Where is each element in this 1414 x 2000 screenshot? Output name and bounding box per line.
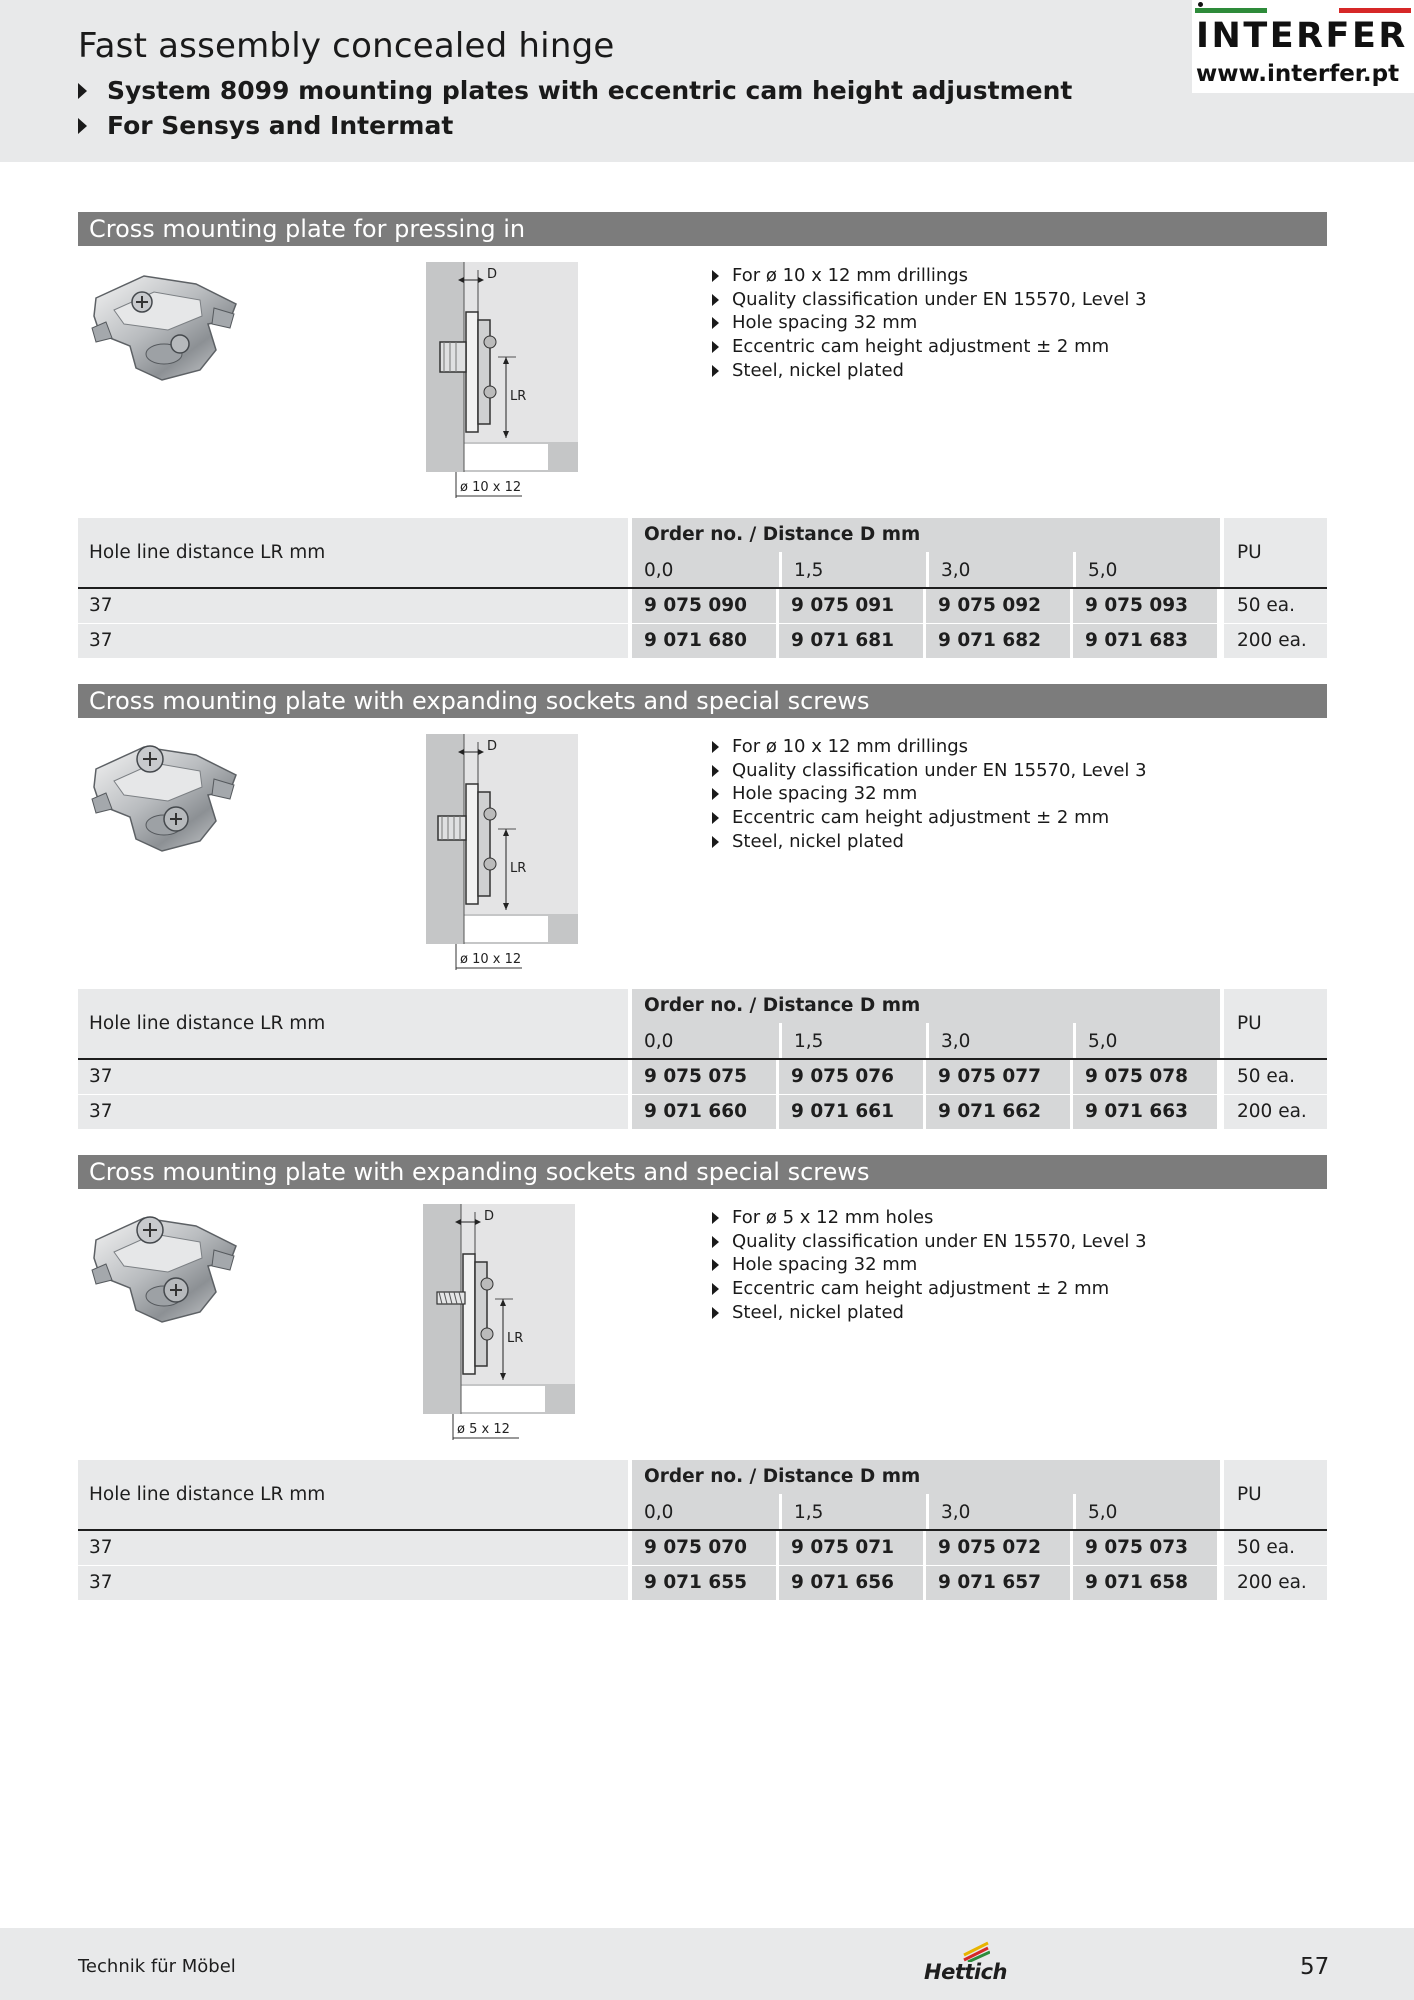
page-footer xyxy=(0,1928,1414,2000)
cell-hole-line-distance: 37 xyxy=(78,589,628,623)
section-title: Cross mounting plate with expanding sockets and special screws xyxy=(78,1155,1327,1189)
bullet-triangle-icon xyxy=(712,1259,719,1271)
bullet-triangle-icon xyxy=(712,788,719,800)
column-header-pu xyxy=(1224,518,1327,587)
bullet-triangle-icon xyxy=(712,341,719,353)
mounting-diagram xyxy=(423,1204,579,1440)
hettich-logo: Hettich xyxy=(924,1960,1007,1984)
header-bullet-text: For Sensys and Intermat xyxy=(107,111,454,140)
distance-header xyxy=(779,1023,923,1058)
cell-packing-unit: 200 ea. xyxy=(1224,1566,1327,1600)
cell-order-number: 9 075 091 xyxy=(779,589,923,623)
diagram-label-d: D xyxy=(487,739,498,754)
cell-order-number: 9 071 662 xyxy=(926,1095,1070,1129)
hettich-stripes-icon xyxy=(962,1940,990,1962)
feature-item xyxy=(712,735,1147,759)
distance-header xyxy=(926,1023,1070,1058)
cell-order-number: 9 071 663 xyxy=(1073,1095,1217,1129)
bullet-triangle-icon xyxy=(712,317,719,329)
column-header-pu xyxy=(1224,1460,1327,1529)
column-header-pu-text: PU xyxy=(1237,542,1262,563)
feature-item xyxy=(712,1206,1147,1230)
column-header-lr xyxy=(78,1460,628,1529)
cell-hole-line-distance: 37 xyxy=(78,1531,628,1565)
table-row xyxy=(78,1095,1327,1129)
cell-order-number: 9 075 073 xyxy=(1073,1531,1217,1565)
mounting-diagram xyxy=(426,734,582,970)
feature-text: Hole spacing 32 mm xyxy=(732,312,918,334)
logo-url[interactable]: www.interfer.pt xyxy=(1196,61,1400,87)
mounting-diagram xyxy=(426,262,582,498)
bullet-triangle-icon xyxy=(712,1307,719,1319)
cell-order-number: 9 075 071 xyxy=(779,1531,923,1565)
cell-order-number: 9 071 683 xyxy=(1073,624,1217,658)
distance-header xyxy=(632,1494,776,1529)
feature-text: Quality classification under EN 15570, Level 3 xyxy=(732,759,1147,781)
table-row xyxy=(78,624,1327,658)
flag-stripe-icon xyxy=(1195,8,1411,13)
column-header-order-text: Order no. / Distance D mm xyxy=(644,524,921,545)
column-header-lr xyxy=(78,518,628,587)
distance-header xyxy=(779,1494,923,1529)
distance-value: 3,0 xyxy=(941,1031,971,1052)
cell-order-number: 9 075 092 xyxy=(926,589,1070,623)
bullet-triangle-icon xyxy=(712,270,719,282)
feature-list xyxy=(712,1206,1147,1325)
distance-value: 3,0 xyxy=(941,560,971,581)
distance-value: 1,5 xyxy=(794,1031,824,1052)
bullet-triangle-icon xyxy=(712,1212,719,1224)
header-bullet-text: System 8099 mounting plates with eccentric cam height adjustment xyxy=(107,76,1073,105)
column-header-lr-text: Hole line distance LR mm xyxy=(89,542,326,563)
distance-header xyxy=(632,552,776,587)
table-row xyxy=(78,1566,1327,1600)
column-header-lr xyxy=(78,989,628,1058)
feature-item xyxy=(712,1301,1147,1325)
feature-text: Eccentric cam height adjustment ± 2 mm xyxy=(732,1278,1110,1300)
feature-text: For ø 10 x 12 mm drillings xyxy=(732,736,969,757)
column-header-pu xyxy=(1224,989,1327,1058)
cell-order-number: 9 075 090 xyxy=(632,589,776,623)
feature-text: Steel, nickel plated xyxy=(732,359,904,381)
cell-packing-unit: 50 ea. xyxy=(1224,1060,1327,1094)
bullet-triangle-icon xyxy=(712,836,719,848)
bullet-triangle-icon xyxy=(78,118,87,134)
distance-value: 1,5 xyxy=(794,1502,824,1523)
column-header-lr-text: Hole line distance LR mm xyxy=(89,1484,326,1505)
feature-list xyxy=(712,735,1147,854)
feature-item xyxy=(712,359,1147,383)
cell-packing-unit: 50 ea. xyxy=(1224,589,1327,623)
distance-header xyxy=(1073,1494,1217,1529)
order-table xyxy=(78,1460,1327,1600)
column-header-pu-text: PU xyxy=(1237,1013,1262,1034)
cell-order-number: 9 071 682 xyxy=(926,624,1070,658)
column-header-order-text: Order no. / Distance D mm xyxy=(644,1466,921,1487)
bullet-triangle-icon xyxy=(712,812,719,824)
feature-text: Hole spacing 32 mm xyxy=(732,783,918,805)
interfer-logo[interactable] xyxy=(1192,0,1414,93)
column-header-pu-text: PU xyxy=(1237,1484,1262,1505)
feature-text: Eccentric cam height adjustment ± 2 mm xyxy=(732,336,1110,358)
diagram-label-d: D xyxy=(487,267,498,282)
distance-value: 5,0 xyxy=(1088,1502,1118,1523)
feature-item xyxy=(712,1230,1147,1254)
distance-value: 0,0 xyxy=(644,1031,674,1052)
cell-order-number: 9 071 661 xyxy=(779,1095,923,1129)
bullet-triangle-icon xyxy=(712,1283,719,1295)
mounting-plate-image xyxy=(84,1200,244,1340)
table-row xyxy=(78,1531,1327,1565)
distance-header xyxy=(779,552,923,587)
distance-value: 0,0 xyxy=(644,560,674,581)
feature-text: Steel, nickel plated xyxy=(732,830,904,852)
section-title: Cross mounting plate with expanding sockets and special screws xyxy=(78,684,1327,718)
cell-order-number: 9 071 657 xyxy=(926,1566,1070,1600)
diagram-caption: ø 10 x 12 xyxy=(460,480,522,495)
cell-packing-unit: 200 ea. xyxy=(1224,624,1327,658)
cell-hole-line-distance: 37 xyxy=(78,1060,628,1094)
mounting-plate-image xyxy=(84,729,244,869)
distance-header xyxy=(1073,552,1217,587)
footer-tagline: Technik für Möbel xyxy=(78,1956,236,1977)
feature-text: For ø 10 x 12 mm drillings xyxy=(732,265,969,286)
cell-order-number: 9 071 658 xyxy=(1073,1566,1217,1600)
cell-hole-line-distance: 37 xyxy=(78,1566,628,1600)
header-bullet xyxy=(78,111,453,140)
cell-hole-line-distance: 37 xyxy=(78,1095,628,1129)
feature-text: Hole spacing 32 mm xyxy=(732,1254,918,1276)
cell-order-number: 9 071 655 xyxy=(632,1566,776,1600)
feature-text: Quality classification under EN 15570, Level 3 xyxy=(732,288,1147,310)
cell-order-number: 9 075 075 xyxy=(632,1060,776,1094)
order-table xyxy=(78,989,1327,1129)
distance-value: 5,0 xyxy=(1088,560,1118,581)
diagram-caption: ø 5 x 12 xyxy=(457,1422,510,1437)
header-bullet xyxy=(78,76,1072,105)
distance-header xyxy=(632,1023,776,1058)
cell-order-number: 9 075 070 xyxy=(632,1531,776,1565)
bullet-triangle-icon xyxy=(712,294,719,306)
bullet-triangle-icon xyxy=(712,365,719,377)
order-table xyxy=(78,518,1327,658)
bullet-triangle-icon xyxy=(712,741,719,753)
feature-item xyxy=(712,335,1147,359)
cell-order-number: 9 071 680 xyxy=(632,624,776,658)
diagram-caption: ø 10 x 12 xyxy=(460,952,522,967)
table-row xyxy=(78,1060,1327,1094)
feature-item xyxy=(712,264,1147,288)
distance-value: 1,5 xyxy=(794,560,824,581)
distance-value: 3,0 xyxy=(941,1502,971,1523)
cell-packing-unit: 50 ea. xyxy=(1224,1531,1327,1565)
bullet-triangle-icon xyxy=(712,765,719,777)
column-header-lr-text: Hole line distance LR mm xyxy=(89,1013,326,1034)
diagram-label-lr: LR xyxy=(510,389,527,404)
feature-item xyxy=(712,1253,1147,1277)
cell-packing-unit: 200 ea. xyxy=(1224,1095,1327,1129)
cell-order-number: 9 075 076 xyxy=(779,1060,923,1094)
feature-item xyxy=(712,830,1147,854)
cell-order-number: 9 071 681 xyxy=(779,624,923,658)
cell-order-number: 9 075 093 xyxy=(1073,589,1217,623)
bullet-triangle-icon xyxy=(78,83,87,99)
cell-order-number: 9 075 072 xyxy=(926,1531,1070,1565)
diagram-label-d: D xyxy=(484,1209,495,1224)
table-row xyxy=(78,589,1327,623)
feature-item xyxy=(712,782,1147,806)
cell-order-number: 9 075 077 xyxy=(926,1060,1070,1094)
diagram-label-lr: LR xyxy=(510,861,527,876)
feature-text: For ø 5 x 12 mm holes xyxy=(732,1207,934,1228)
feature-item xyxy=(712,288,1147,312)
diagram-label-lr: LR xyxy=(507,1331,524,1346)
feature-text: Steel, nickel plated xyxy=(732,1301,904,1323)
mounting-plate-image xyxy=(84,258,244,398)
logo-name: INTERFER xyxy=(1196,16,1408,56)
feature-text: Eccentric cam height adjustment ± 2 mm xyxy=(732,807,1110,829)
feature-item xyxy=(712,759,1147,783)
distance-header xyxy=(926,1494,1070,1529)
bullet-triangle-icon xyxy=(712,1236,719,1248)
section-title: Cross mounting plate for pressing in xyxy=(78,212,1327,246)
feature-item xyxy=(712,311,1147,335)
feature-text: Quality classification under EN 15570, Level 3 xyxy=(732,1230,1147,1252)
distance-header xyxy=(1073,1023,1217,1058)
page-number: 57 xyxy=(1300,1954,1330,1980)
cell-order-number: 9 075 078 xyxy=(1073,1060,1217,1094)
feature-list xyxy=(712,264,1147,383)
distance-value: 0,0 xyxy=(644,1502,674,1523)
column-header-order-text: Order no. / Distance D mm xyxy=(644,995,921,1016)
feature-item xyxy=(712,1277,1147,1301)
cell-order-number: 9 071 656 xyxy=(779,1566,923,1600)
distance-header xyxy=(926,552,1070,587)
cell-order-number: 9 071 660 xyxy=(632,1095,776,1129)
feature-item xyxy=(712,806,1147,830)
logo-dot-icon xyxy=(1198,2,1203,7)
page-title: Fast assembly concealed hinge xyxy=(78,26,615,66)
cell-hole-line-distance: 37 xyxy=(78,624,628,658)
distance-value: 5,0 xyxy=(1088,1031,1118,1052)
